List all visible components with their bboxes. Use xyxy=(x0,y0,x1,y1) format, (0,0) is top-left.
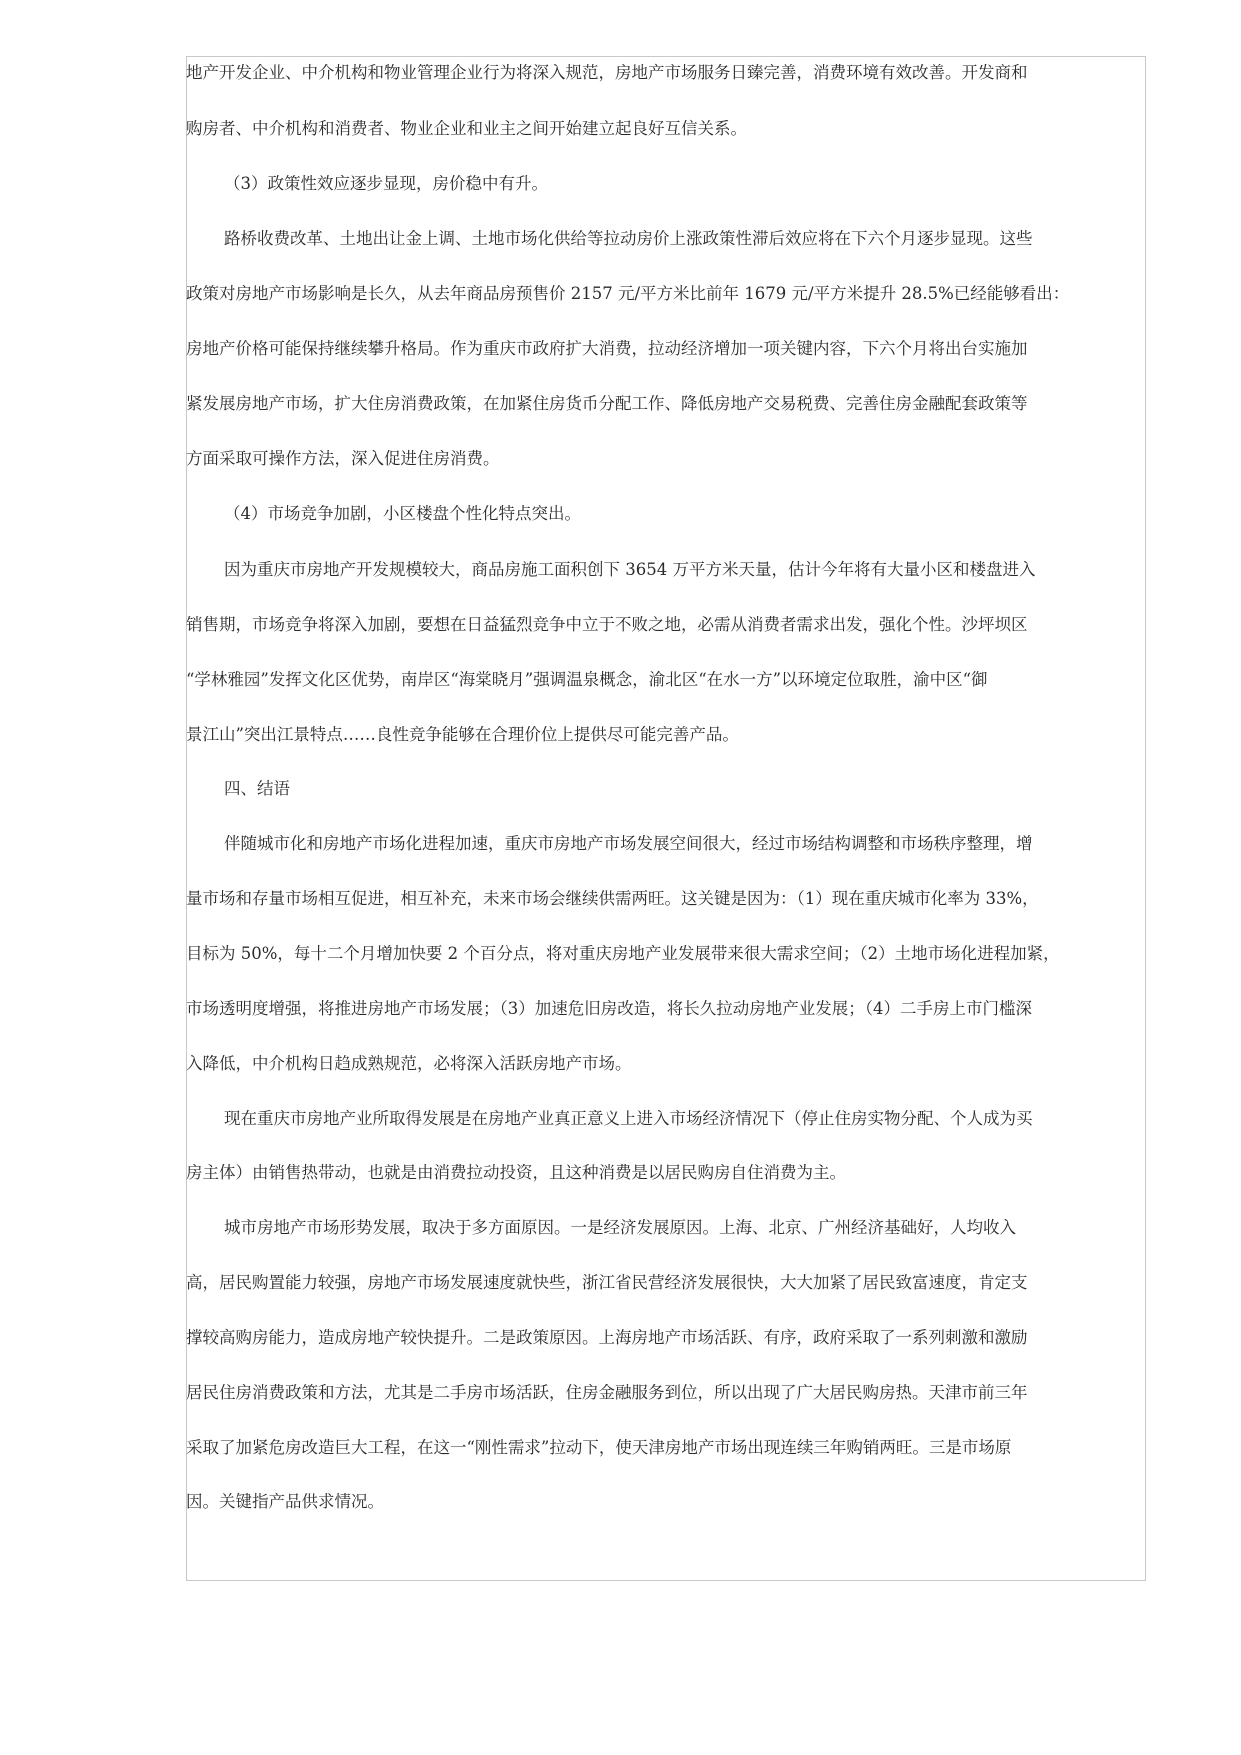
text-line: 居民住房消费政策和方法，尤其是二手房市场活跃，住房金融服务到位，所以出现了广大居民购房热。天津市前三年 xyxy=(186,1383,1028,1402)
text-line: 撑较高购房能力，造成房地产较快提升。二是政策原因。上海房地产市场活跃、有序，政府采取了一系列刺激和激励 xyxy=(186,1328,1028,1347)
text-line: 政策对房地产市场影响是长久，从去年商品房预售价 2157 元/平方米比前年 1679 元/平方米提升 28.5%已经能够看出： xyxy=(186,284,1070,303)
text-line: 目标为 50%，每十二个月增加快要 2 个百分点，将对重庆房地产业发展带来很大需求空间；（2）土地市场化进程加紧， xyxy=(186,944,1060,963)
text-line: （3）政策性效应逐步显现，房价稳中有升。 xyxy=(224,174,548,193)
text-line: 紧发展房地产市场，扩大住房消费政策，在加紧住房货币分配工作、降低房地产交易税费、完善住房金融配套政策等 xyxy=(186,394,1028,413)
text-line: “学林雅园”发挥文化区优势，南岸区“海棠晓月”强调温泉概念，渝北区“在水一方”以环境定位取胜，渝中区“御 xyxy=(186,670,988,689)
text-line: 因。关键指产品供求情况。 xyxy=(186,1492,384,1511)
text-line: 房地产价格可能保持继续攀升格局。作为重庆市政府扩大消费，拉动经济增加一项关键内容，下六个月将出台实施加 xyxy=(186,339,1028,358)
text-line: 市场透明度增强，将推进房地产市场发展；（3）加速危旧房改造，将长久拉动房地产业发展；（4）二手房上市门槛深 xyxy=(186,999,1032,1018)
text-line: 四、结语 xyxy=(224,779,290,798)
text-line: 因为重庆市房地产开发规模较大，商品房施工面积创下 3654 万平方米天量，估计今年将有大量小区和楼盘进入 xyxy=(224,560,1036,579)
text-line: 房主体）由销售热带动，也就是由消费拉动投资，且这种消费是以居民购房自住消费为主。 xyxy=(186,1163,846,1182)
text-line: 高，居民购置能力较强，房地产市场发展速度就快些，浙江省民营经济发展很快，大大加紧了居民致富速度，肯定支 xyxy=(186,1273,1028,1292)
text-line: 入降低，中介机构日趋成熟规范，必将深入活跃房地产市场。 xyxy=(186,1054,632,1073)
text-line: （4）市场竞争加剧，小区楼盘个性化特点突出。 xyxy=(224,504,581,523)
text-line: 地产开发企业、中介机构和物业管理企业行为将深入规范，房地产市场服务日臻完善，消费环境有效改善。开发商和 xyxy=(186,63,1028,82)
text-line: 量市场和存量市场相互促进，相互补充，未来市场会继续供需两旺。这关键是因为：（1）现在重庆城市化率为 33%， xyxy=(186,889,1039,908)
text-line: 销售期，市场竞争将深入加剧，要想在日益猛烈竞争中立于不败之地，必需从消费者需求出发，强化个性。沙坪坝区 xyxy=(186,615,1028,634)
text-line: 方面采取可操作方法，深入促进住房消费。 xyxy=(186,449,500,468)
text-line: 伴随城市化和房地产市场化进程加速，重庆市房地产市场发展空间很大，经过市场结构调整和市场秩序整理，增 xyxy=(224,834,1033,853)
text-line: 采取了加紧危房改造巨大工程，在这一“刚性需求”拉动下，使天津房地产市场出现连续三年购销两旺。三是市场原 xyxy=(186,1438,1012,1457)
text-line: 路桥收费改革、土地出让金上调、土地市场化供给等拉动房价上涨政策性滞后效应将在下六个月逐步显现。这些 xyxy=(224,229,1033,248)
text-line: 现在重庆市房地产业所取得发展是在房地产业真正意义上进入市场经济情况下（停止住房实物分配、个人成为买 xyxy=(224,1109,1033,1128)
text-line: 城市房地产市场形势发展，取决于多方面原因。一是经济发展原因。上海、北京、广州经济基础好，人均收入 xyxy=(224,1218,1016,1237)
text-line: 景江山”突出江景特点……良性竞争能够在合理价位上提供尽可能完善产品。 xyxy=(186,725,739,744)
text-line: 购房者、中介机构和消费者、物业企业和业主之间开始建立起良好互信关系。 xyxy=(186,119,747,138)
